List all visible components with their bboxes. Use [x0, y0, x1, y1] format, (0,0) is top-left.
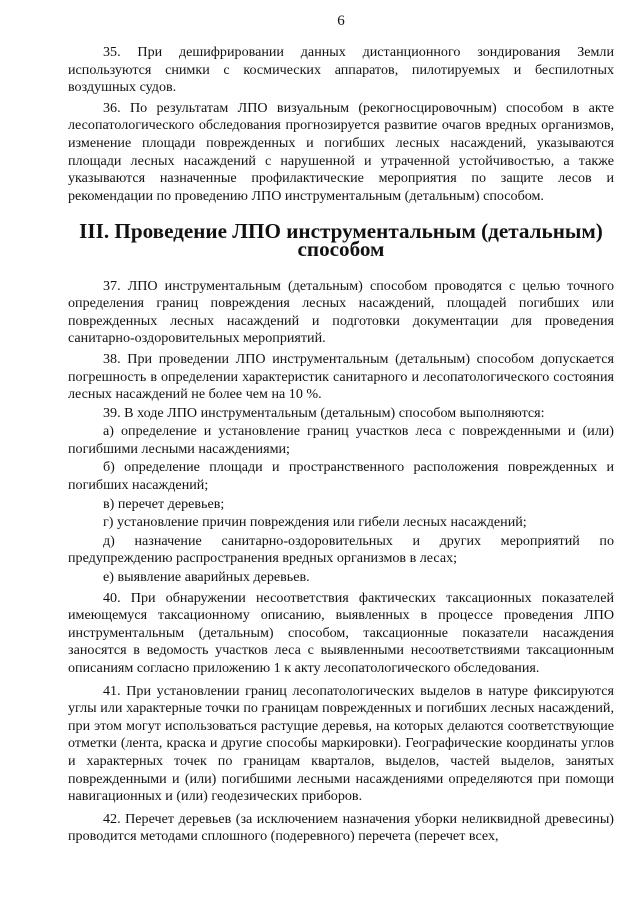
paragraph-35: 35. При дешифрировании данных дистанционного зондирования Земли используются снимки с космических аппаратов, пилотируемых и беспилотных воздушных судов. — [68, 44, 614, 96]
list-item-g: г) установление причин повреждения или гибели лесных насаждений; — [103, 514, 527, 531]
paragraph-41: 41. При установлении границ лесопатологических выделов в натуре фиксируются углы или характерные точки по границам поврежденных и погибших лесных насаждений, при этом могут использоваться растущие деревья, на которых делаются соответствующие отметки (лента, краска и другие способы маркировки). Географические координаты углов и характерных точек по границам кварталов, выделов, частей выделов, занятых поврежденными и (или) погибшими лесными насаждениями определяются при помощи навигационных и (или) геодезических приборов. — [68, 682, 614, 805]
paragraph-37: 37. ЛПО инструментальным (детальным) способом проводятся с целью точного определения границ повреждения лесных насаждений, площадей погибших или поврежденных лесных насаждений и подготовки документации для проведения санитарно-оздоровительных мероприятий. — [68, 277, 614, 347]
paragraph-40: 40. При обнаружении несоответствия фактических таксационных показателей имеющемуся таксационному описанию, выявленных в процессе проведения ЛПО инструментальным (детальным) способом, таксационные показатели насаждения заносятся в ведомость участков леса с выявленными несоответствиями таксационным описаниям согласно приложению 1 к акту лесопатологического обследования. — [68, 589, 614, 676]
paragraph-36: 36. По результатам ЛПО визуальным (рекогносцировочным) способом в акте лесопатологического обследования прогнозируется развитие очагов вредных организмов, изменение площади поврежденных и погибших лесных насаждений, указываются площади лесных насаждений с нарушенной и утраченной устойчивостью, а также указываются назначенные профилактические мероприятия по защите лесов и рекомендации по проведению ЛПО инструментальным (детальным) способом. — [68, 99, 614, 204]
list-item-d: д) назначение санитарно-оздоровительных и других мероприятий по предупреждению распространения вредных организмов в лесах; — [68, 532, 614, 567]
section-heading: III. Проведение ЛПО инструментальным (детальным) способом — [79, 219, 603, 261]
list-item-v: в) перечет деревьев; — [103, 495, 225, 512]
list-item-e: е) выявление аварийных деревьев. — [103, 569, 310, 586]
list-item-b: б) определение площади и пространственного расположения поврежденных и погибших насаждений; — [68, 459, 614, 494]
document-body — [68, 44, 614, 847]
paragraph-38: 38. При проведении ЛПО инструментальным (детальным) способом допускается погрешность в определении характеристик санитарного и лесопатологического состояния лесных насаждений не более чем на 10 %. — [68, 350, 614, 403]
paragraph-42: 42. Перечет деревьев (за исключением назначения уборки неликвидной древесины) проводится методами сплошного (подеревного) перечета (перечет всех, — [68, 810, 614, 845]
paragraph-39: 39. В ходе ЛПО инструментальным (детальным) способом выполняются: — [103, 404, 545, 421]
page-number: 6 — [337, 13, 345, 29]
list-item-a: а) определение и установление границ участков леса с поврежденными и (или) погибшими лесными насаждениями; — [68, 423, 614, 457]
